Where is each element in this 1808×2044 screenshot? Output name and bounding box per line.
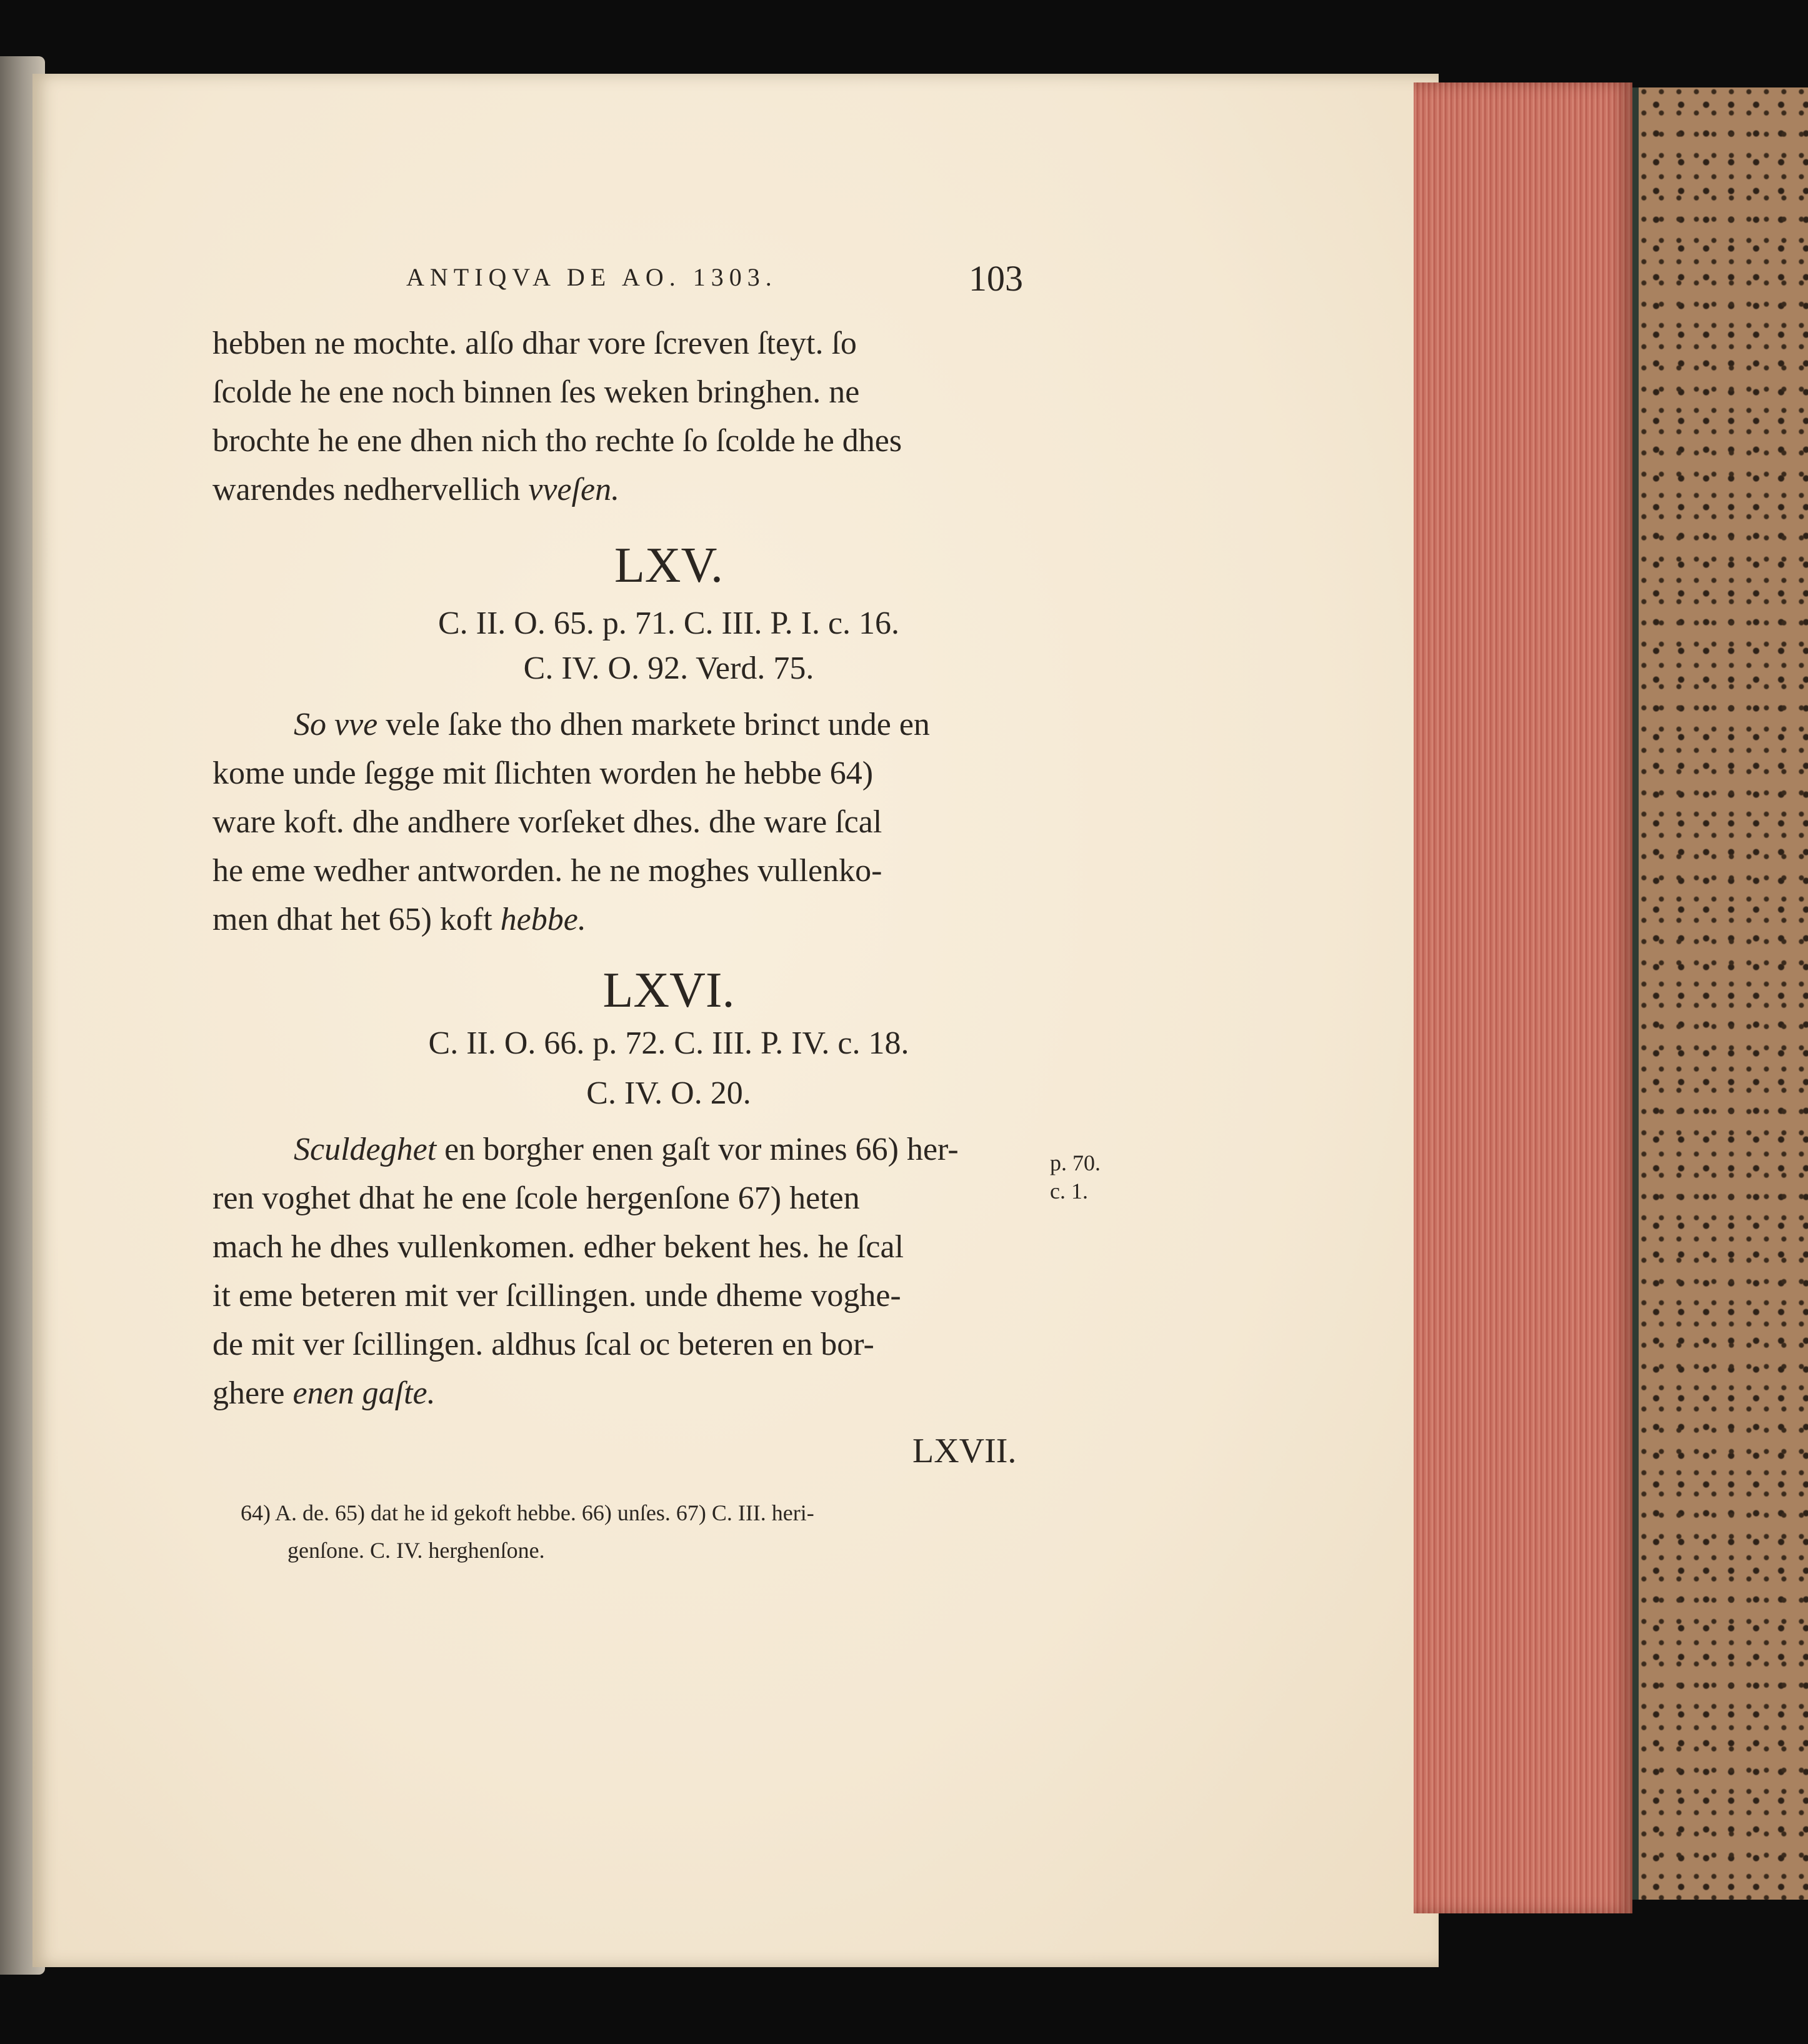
text-line: hebben ne mochte. alſo dhar vore ſcreven ſteyt. ſo xyxy=(212,326,857,361)
margin-note: p. 70. xyxy=(1050,1150,1101,1175)
text-segment-italic: enen gaſte. xyxy=(292,1375,436,1411)
text-segment-italic: So vve xyxy=(294,707,378,742)
section-heading: LXV. xyxy=(614,538,724,593)
text-line: ſcolde he ene noch binnen ſes weken bringhen. ne xyxy=(212,374,860,410)
text-line xyxy=(294,706,930,743)
page-block-edge xyxy=(1414,82,1632,1913)
catchword: LXVII. xyxy=(912,1432,1017,1470)
text-line: he eme wedher antworden. he ne moghes vullenko- xyxy=(212,853,882,889)
text-segment: en borgher enen gaſt vor mines 66) her- xyxy=(436,1132,959,1167)
footnote-line: genſone. C. IV. herghenſone. xyxy=(287,1538,545,1563)
text-line xyxy=(212,471,619,508)
section-heading: LXVI. xyxy=(602,963,735,1018)
text-line: ren voghet dhat he ene ſcole hergenſone 67) heten xyxy=(212,1180,860,1216)
text-line: kome unde ſegge mit ſlichten worden he hebbe 64) xyxy=(212,755,874,791)
running-title: ANTIQVA DE AO. 1303. xyxy=(406,263,777,291)
margin-note: c. 1. xyxy=(1050,1179,1088,1204)
text-line xyxy=(212,901,586,938)
page-number: 103 xyxy=(969,258,1023,299)
text-line xyxy=(212,1375,436,1412)
section-reference: C. IV. O. 20. xyxy=(586,1075,751,1111)
text-line xyxy=(294,1131,959,1168)
text-segment: ghere xyxy=(212,1375,293,1411)
section-reference: C. II. O. 65. p. 71. C. III. P. I. c. 16. xyxy=(437,606,900,641)
text-line: ware koft. dhe andhere vorſeket dhes. dhe ware ſcal xyxy=(212,804,882,840)
text-line: mach he dhes vullenkomen. edher bekent hes. he ſcal xyxy=(212,1229,904,1265)
section-reference: C. IV. O. 92. Verd. 75. xyxy=(523,651,814,686)
text-segment-italic: hebbe. xyxy=(500,902,586,937)
text-segment-italic: vveſen. xyxy=(528,472,620,507)
text-line: de mit ver ſcillingen. aldhus ſcal oc beteren en bor- xyxy=(212,1327,874,1362)
text-segment: vele ſake tho dhen markete brinct unde en xyxy=(377,707,930,742)
text-segment: warendes nedhervellich xyxy=(212,472,521,507)
text-line: brochte he ene dhen nich tho rechte ſo ſcolde he dhes xyxy=(212,423,902,459)
text-segment: men dhat het 65) koft xyxy=(212,902,501,937)
footnote-line: 64) A. de. 65) dat he id gekoft hebbe. 66) unſes. 67) C. III. heri- xyxy=(241,1500,814,1525)
text-segment-italic: Sculdeghet xyxy=(294,1132,437,1167)
running-head xyxy=(0,256,1808,300)
text-line: it eme beteren mit ver ſcillingen. unde dheme voghe- xyxy=(212,1278,901,1314)
section-reference: C. II. O. 66. p. 72. C. III. P. IV. c. 18. xyxy=(428,1025,909,1061)
book-cover xyxy=(1632,87,1808,1900)
